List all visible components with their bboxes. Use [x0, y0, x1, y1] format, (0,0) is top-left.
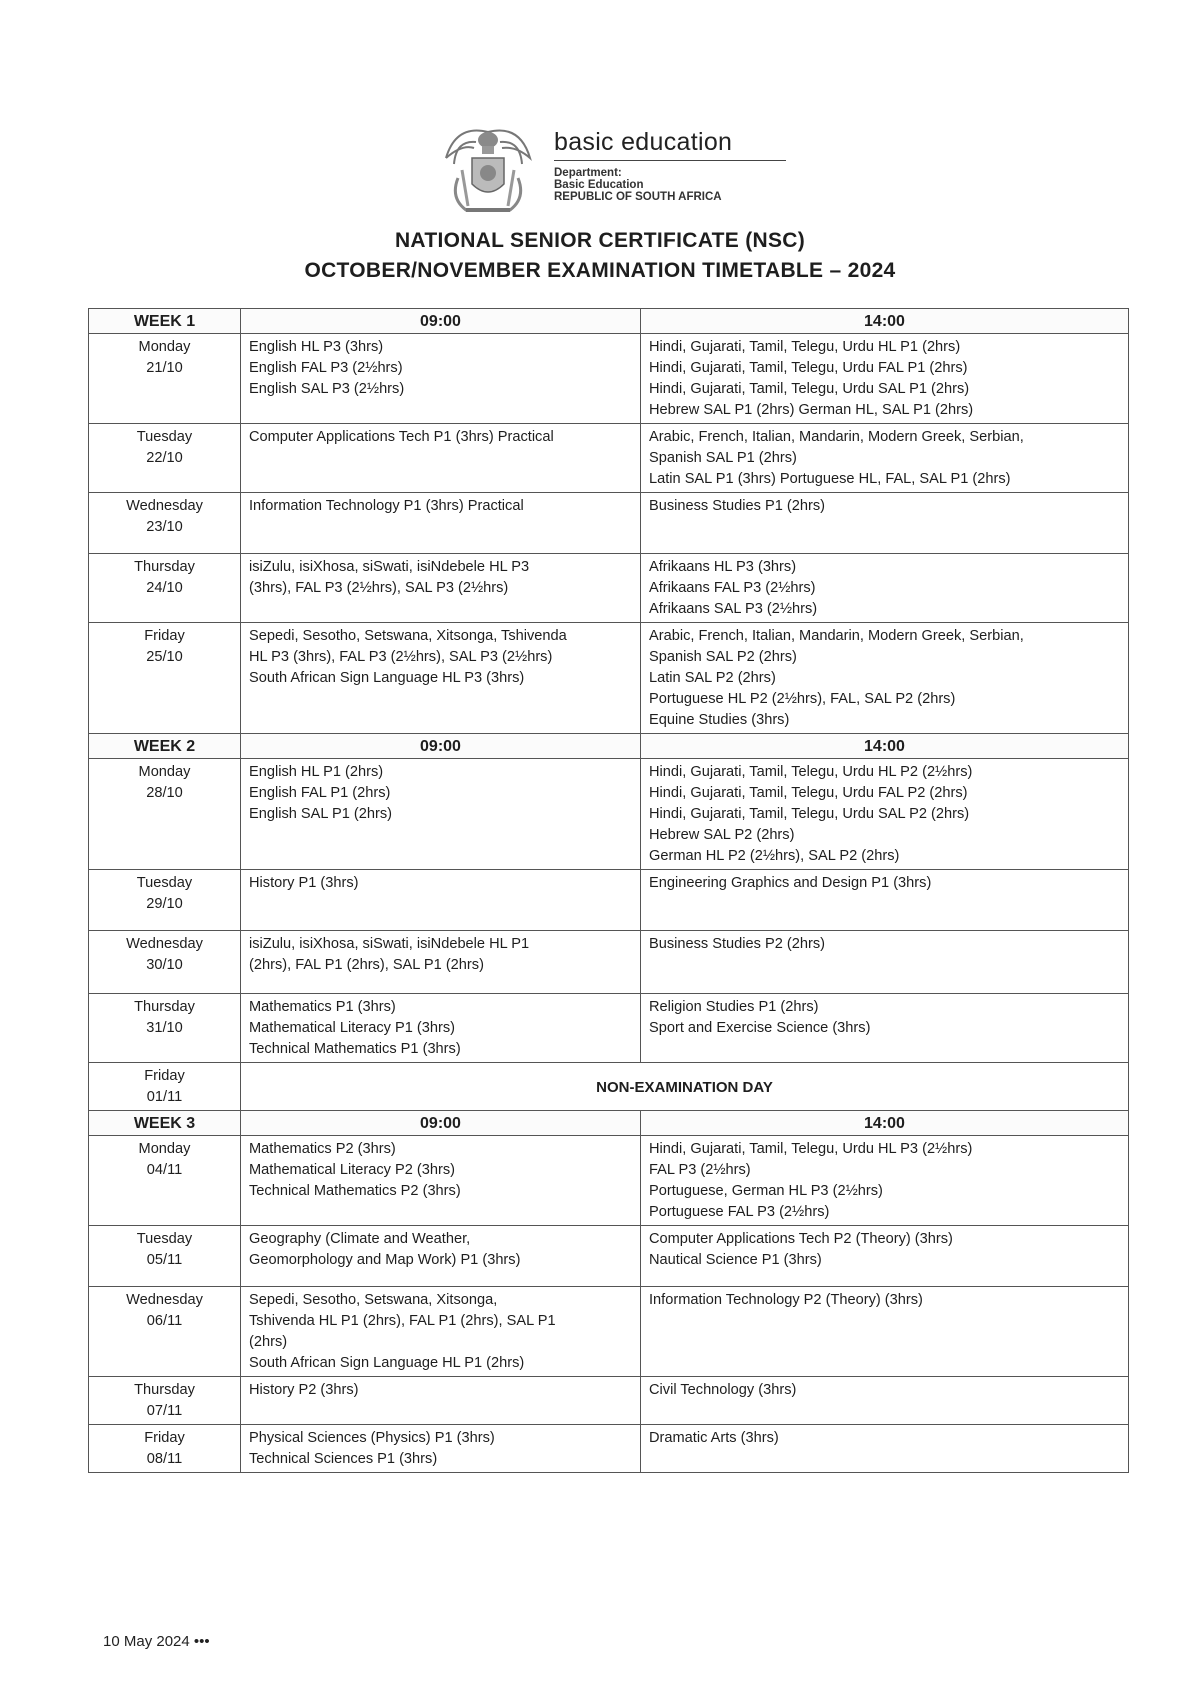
session-label-0900: 09:00	[241, 1111, 641, 1136]
exam-entry: English SAL P3 (2½hrs)	[249, 381, 405, 397]
day-date: 05/11	[146, 1252, 183, 1268]
day-row	[89, 493, 1129, 554]
day-name: Thursday	[134, 1382, 195, 1398]
exam-entry: South African Sign Language HL P1 (2hrs)	[249, 1355, 525, 1371]
week-label: WEEK 1	[89, 309, 241, 334]
afternoon-session-cell	[641, 1377, 1129, 1425]
exam-entry: (3hrs), FAL P3 (2½hrs), SAL P3 (2½hrs)	[249, 580, 509, 596]
day-row	[89, 623, 1129, 734]
exam-entry: Geography (Climate and Weather,	[249, 1231, 471, 1247]
afternoon-session-cell	[641, 1425, 1129, 1473]
exam-entry: Hindi, Gujarati, Tamil, Telegu, Urdu HL P3 (2½hrs)	[649, 1141, 973, 1157]
morning-session-cell	[241, 759, 641, 870]
timetable	[88, 308, 1129, 1473]
title-line-2: OCTOBER/NOVEMBER EXAMINATION TIMETABLE – 2024	[304, 259, 896, 282]
exam-entry: Portuguese FAL P3 (2½hrs)	[649, 1204, 830, 1220]
day-name: Monday	[138, 764, 191, 780]
exam-entry: FAL P3 (2½hrs)	[649, 1162, 751, 1178]
day-row	[89, 554, 1129, 623]
exam-entry: English HL P3 (3hrs)	[249, 339, 384, 355]
day-date: 23/10	[146, 519, 183, 535]
exam-entry: Sepedi, Sesotho, Setswana, Xitsonga, Tshivenda	[249, 628, 567, 644]
day-cell	[89, 334, 241, 424]
morning-session-cell	[241, 623, 641, 734]
day-name: Wednesday	[126, 1292, 203, 1308]
exam-entry: Hindi, Gujarati, Tamil, Telegu, Urdu FAL P2 (2hrs)	[649, 785, 968, 801]
day-row	[89, 994, 1129, 1063]
week-header-row	[89, 1111, 1129, 1136]
day-cell	[89, 994, 241, 1063]
exam-entry: German HL P2 (2½hrs), SAL P2 (2hrs)	[649, 848, 900, 864]
exam-entry: English HL P1 (2hrs)	[249, 764, 384, 780]
exam-entry: History P2 (3hrs)	[249, 1382, 359, 1398]
day-name: Friday	[144, 1430, 185, 1446]
exam-entry: Hebrew SAL P2 (2hrs)	[649, 827, 795, 843]
exam-entry: Sepedi, Sesotho, Setswana, Xitsonga,	[249, 1292, 498, 1308]
dept-line: Department:	[554, 167, 622, 179]
morning-session-cell	[241, 1136, 641, 1226]
exam-entry: Hindi, Gujarati, Tamil, Telegu, Urdu HL P2 (2½hrs)	[649, 764, 973, 780]
footer-date: 10 May 2024 •••	[103, 1633, 210, 1650]
day-cell	[89, 1425, 241, 1473]
day-name: Wednesday	[126, 498, 203, 514]
title-line-1: NATIONAL SENIOR CERTIFICATE (NSC)	[394, 229, 806, 252]
day-row	[89, 1226, 1129, 1287]
document-title	[0, 226, 1200, 286]
day-name: Tuesday	[136, 429, 193, 445]
exam-entry: English FAL P1 (2hrs)	[249, 785, 391, 801]
exam-entry: Mathematics P2 (3hrs)	[249, 1141, 396, 1157]
exam-entry: English FAL P3 (2½hrs)	[249, 360, 403, 376]
day-name: Tuesday	[136, 1231, 193, 1247]
exam-entry: HL P3 (3hrs), FAL P3 (2½hrs), SAL P3 (2½hrs)	[249, 649, 553, 665]
exam-entry: Spanish SAL P2 (2hrs)	[649, 649, 797, 665]
day-name: Monday	[138, 1141, 191, 1157]
day-cell	[89, 1226, 241, 1287]
afternoon-session-cell	[641, 759, 1129, 870]
exam-entry: isiZulu, isiXhosa, siSwati, isiNdebele HL P3	[249, 559, 530, 575]
day-date: 25/10	[146, 649, 183, 665]
day-cell	[89, 1136, 241, 1226]
afternoon-session-cell	[641, 623, 1129, 734]
non-examination-day-label: NON-EXAMINATION DAY	[241, 1063, 1129, 1111]
afternoon-session-cell	[641, 334, 1129, 424]
day-row	[89, 931, 1129, 994]
exam-entry: isiZulu, isiXhosa, siSwati, isiNdebele HL P1	[249, 936, 530, 952]
exam-entry: Computer Applications Tech P1 (3hrs) Practical	[249, 429, 554, 445]
exam-entry: Business Studies P2 (2hrs)	[649, 936, 826, 952]
morning-session-cell	[241, 1377, 641, 1425]
dept-line: REPUBLIC OF SOUTH AFRICA	[554, 191, 722, 203]
day-cell	[89, 623, 241, 734]
session-label-1400: 14:00	[641, 309, 1129, 334]
morning-session-cell	[241, 931, 641, 994]
day-row	[89, 1425, 1129, 1473]
exam-entry: Afrikaans FAL P3 (2½hrs)	[649, 580, 816, 596]
day-date: 30/10	[146, 957, 183, 973]
day-date: 01/11	[146, 1089, 183, 1105]
exam-entry: Hindi, Gujarati, Tamil, Telegu, Urdu SAL P2 (2hrs)	[649, 806, 970, 822]
exam-entry: Afrikaans SAL P3 (2½hrs)	[649, 601, 818, 617]
exam-entry: Technical Sciences P1 (3hrs)	[249, 1451, 438, 1467]
exam-entry: Afrikaans HL P3 (3hrs)	[649, 559, 797, 575]
exam-entry: Information Technology P1 (3hrs) Practical	[249, 498, 524, 514]
exam-entry: Latin SAL P1 (3hrs) Portuguese HL, FAL, SAL P1 (2hrs)	[649, 471, 1011, 487]
day-cell	[89, 870, 241, 931]
afternoon-session-cell	[641, 493, 1129, 554]
exam-entry: Spanish SAL P1 (2hrs)	[649, 450, 797, 466]
day-name: Thursday	[134, 999, 195, 1015]
day-cell	[89, 554, 241, 623]
day-cell	[89, 1377, 241, 1425]
morning-session-cell	[241, 1226, 641, 1287]
dept-line: Basic Education	[554, 179, 644, 191]
afternoon-session-cell	[641, 870, 1129, 931]
day-row	[89, 759, 1129, 870]
session-label-1400: 14:00	[641, 1111, 1129, 1136]
day-cell	[89, 931, 241, 994]
exam-entry: Hebrew SAL P1 (2hrs) German HL, SAL P1 (2hrs)	[649, 402, 974, 418]
exam-entry: Geomorphology and Map Work) P1 (3hrs)	[249, 1252, 521, 1268]
day-name: Wednesday	[126, 936, 203, 952]
non-exam-row	[89, 1063, 1129, 1111]
exam-entry: Portuguese, German HL P3 (2½hrs)	[649, 1183, 883, 1199]
morning-session-cell	[241, 493, 641, 554]
day-date: 04/11	[146, 1162, 183, 1178]
exam-entry: Mathematics P1 (3hrs)	[249, 999, 396, 1015]
day-cell	[89, 493, 241, 554]
day-name: Thursday	[134, 559, 195, 575]
exam-entry: Technical Mathematics P2 (3hrs)	[249, 1183, 461, 1199]
session-label-1400: 14:00	[641, 734, 1129, 759]
exam-entry: English SAL P1 (2hrs)	[249, 806, 393, 822]
exam-entry: Hindi, Gujarati, Tamil, Telegu, Urdu FAL P1 (2hrs)	[649, 360, 968, 376]
day-row	[89, 334, 1129, 424]
exam-entry: Portuguese HL P2 (2½hrs), FAL, SAL P2 (2hrs)	[649, 691, 956, 707]
day-date: 06/11	[146, 1313, 183, 1329]
week-label: WEEK 3	[89, 1111, 241, 1136]
morning-session-cell	[241, 554, 641, 623]
morning-session-cell	[241, 424, 641, 493]
exam-entry: (2hrs), FAL P1 (2hrs), SAL P1 (2hrs)	[249, 957, 484, 973]
day-date: 21/10	[146, 360, 183, 376]
day-row	[89, 1287, 1129, 1377]
exam-entry: Equine Studies (3hrs)	[649, 712, 790, 728]
afternoon-session-cell	[641, 1287, 1129, 1377]
afternoon-session-cell	[641, 1226, 1129, 1287]
exam-entry: South African Sign Language HL P3 (3hrs)	[249, 670, 525, 686]
afternoon-session-cell	[641, 1136, 1129, 1226]
exam-entry: Computer Applications Tech P2 (Theory) (3hrs)	[649, 1231, 953, 1247]
day-date: 29/10	[146, 896, 183, 912]
day-date: 22/10	[146, 450, 183, 466]
afternoon-session-cell	[641, 554, 1129, 623]
afternoon-session-cell	[641, 424, 1129, 493]
morning-session-cell	[241, 334, 641, 424]
day-cell	[89, 1287, 241, 1377]
day-row	[89, 424, 1129, 493]
morning-session-cell	[241, 1287, 641, 1377]
session-label-0900: 09:00	[241, 734, 641, 759]
day-row	[89, 1136, 1129, 1226]
coat-of-arms-logo	[436, 118, 540, 218]
exam-entry: Dramatic Arts (3hrs)	[649, 1430, 779, 1446]
day-date: 31/10	[146, 1020, 183, 1036]
exam-entry: Hindi, Gujarati, Tamil, Telegu, Urdu SAL P1 (2hrs)	[649, 381, 970, 397]
exam-entry: Arabic, French, Italian, Mandarin, Modern Greek, Serbian,	[649, 628, 1024, 644]
exam-entry: Latin SAL P2 (2hrs)	[649, 670, 776, 686]
exam-entry: Tshivenda HL P1 (2hrs), FAL P1 (2hrs), SAL P1	[249, 1313, 556, 1329]
day-name: Tuesday	[136, 875, 193, 891]
day-name: Friday	[144, 628, 185, 644]
morning-session-cell	[241, 1425, 641, 1473]
brand-name: basic education	[554, 128, 786, 161]
exam-entry: Business Studies P1 (2hrs)	[649, 498, 826, 514]
day-date: 24/10	[146, 580, 183, 596]
week-header-row	[89, 734, 1129, 759]
day-row	[89, 870, 1129, 931]
day-cell	[89, 759, 241, 870]
exam-entry: Engineering Graphics and Design P1 (3hrs)	[649, 875, 932, 891]
exam-entry: Technical Mathematics P1 (3hrs)	[249, 1041, 461, 1057]
department-block	[554, 167, 794, 203]
exam-entry: Arabic, French, Italian, Mandarin, Modern Greek, Serbian,	[649, 429, 1024, 445]
exam-entry: Sport and Exercise Science (3hrs)	[649, 1020, 871, 1036]
afternoon-session-cell	[641, 994, 1129, 1063]
afternoon-session-cell	[641, 931, 1129, 994]
day-name: Friday	[144, 1068, 185, 1084]
exam-entry: Hindi, Gujarati, Tamil, Telegu, Urdu HL P1 (2hrs)	[649, 339, 961, 355]
exam-entry: History P1 (3hrs)	[249, 875, 359, 891]
week-header-row	[89, 309, 1129, 334]
session-label-0900: 09:00	[241, 309, 641, 334]
day-cell	[89, 424, 241, 493]
exam-entry: Information Technology P2 (Theory) (3hrs)	[649, 1292, 923, 1308]
day-date: 07/11	[146, 1403, 183, 1419]
exam-entry: (2hrs)	[249, 1334, 288, 1350]
letterhead	[436, 118, 796, 218]
day-date: 28/10	[146, 785, 183, 801]
day-name: Monday	[138, 339, 191, 355]
day-cell	[89, 1063, 241, 1111]
exam-entry: Nautical Science P1 (3hrs)	[649, 1252, 822, 1268]
exam-entry: Physical Sciences (Physics) P1 (3hrs)	[249, 1430, 495, 1446]
exam-entry: Mathematical Literacy P2 (3hrs)	[249, 1162, 456, 1178]
week-label: WEEK 2	[89, 734, 241, 759]
day-date: 08/11	[146, 1451, 183, 1467]
morning-session-cell	[241, 870, 641, 931]
exam-entry: Religion Studies P1 (2hrs)	[649, 999, 819, 1015]
day-row	[89, 1377, 1129, 1425]
exam-entry: Civil Technology (3hrs)	[649, 1382, 797, 1398]
exam-entry: Mathematical Literacy P1 (3hrs)	[249, 1020, 456, 1036]
morning-session-cell	[241, 994, 641, 1063]
